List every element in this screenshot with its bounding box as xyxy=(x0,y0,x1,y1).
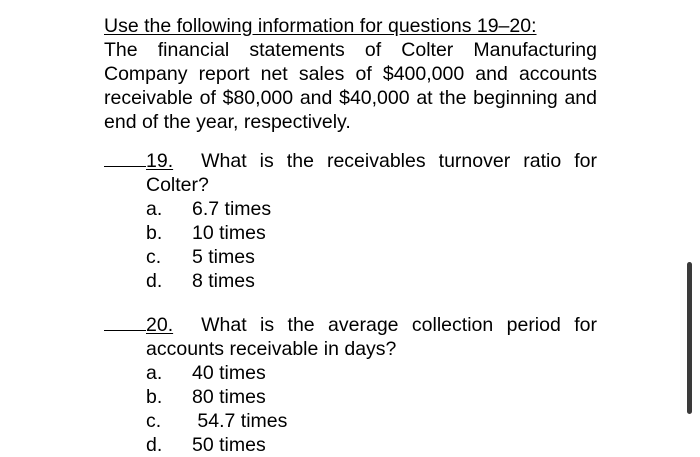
option-letter: a. xyxy=(146,198,163,220)
option-letter: d. xyxy=(146,434,163,456)
option-20-d xyxy=(104,433,597,457)
option-letter: b. xyxy=(146,386,163,408)
option-20-b xyxy=(104,385,597,409)
answer-blank-20[interactable] xyxy=(104,312,146,331)
option-text: 6.7 times xyxy=(192,198,272,220)
option-text: 8 times xyxy=(192,270,255,292)
option-19-c xyxy=(104,245,597,269)
option-letter: d. xyxy=(146,270,163,292)
intro-heading: Use the following information for questions 19–20: xyxy=(104,15,537,37)
question-20-text-line1: What is the average collection period for xyxy=(201,314,597,336)
question-19-text-line2: Colter? xyxy=(146,174,209,196)
answer-blank-19[interactable] xyxy=(104,148,146,167)
question-19 xyxy=(104,148,597,293)
option-text: 50 times xyxy=(192,434,266,456)
option-20-c xyxy=(104,409,597,433)
question-19-first-line xyxy=(104,148,597,173)
option-19-a xyxy=(104,197,597,221)
option-20-a xyxy=(104,361,597,385)
question-19-number: 19. xyxy=(146,150,174,172)
option-letter: a. xyxy=(146,362,163,384)
question-19-text-line1: What is the receivables turnover ratio for xyxy=(201,150,597,172)
question-20 xyxy=(104,312,597,457)
option-19-b xyxy=(104,221,597,245)
option-text: 54.7 times xyxy=(192,410,288,432)
question-20-number: 20. xyxy=(146,314,174,336)
intro-section xyxy=(104,14,597,134)
option-text: 40 times xyxy=(192,362,266,384)
option-letter: b. xyxy=(146,222,163,244)
option-text: 80 times xyxy=(192,386,266,408)
intro-body: The financial statements of Colter Manufacturing Company report net sales of $400,000 and accounts receivable of $80,000 and $40,000 at the beginning and end of the year, respectively. xyxy=(104,39,597,133)
option-19-d xyxy=(104,269,597,293)
option-text: 5 times xyxy=(192,246,255,268)
option-letter: c. xyxy=(146,410,162,432)
question-20-options xyxy=(104,361,597,457)
question-20-text-line2: accounts receivable in days? xyxy=(146,338,397,360)
scrollbar-thumb[interactable] xyxy=(687,262,692,414)
question-19-options xyxy=(104,197,597,293)
question-20-first-line xyxy=(104,312,597,337)
option-letter: c. xyxy=(146,246,162,268)
option-text: 10 times xyxy=(192,222,266,244)
